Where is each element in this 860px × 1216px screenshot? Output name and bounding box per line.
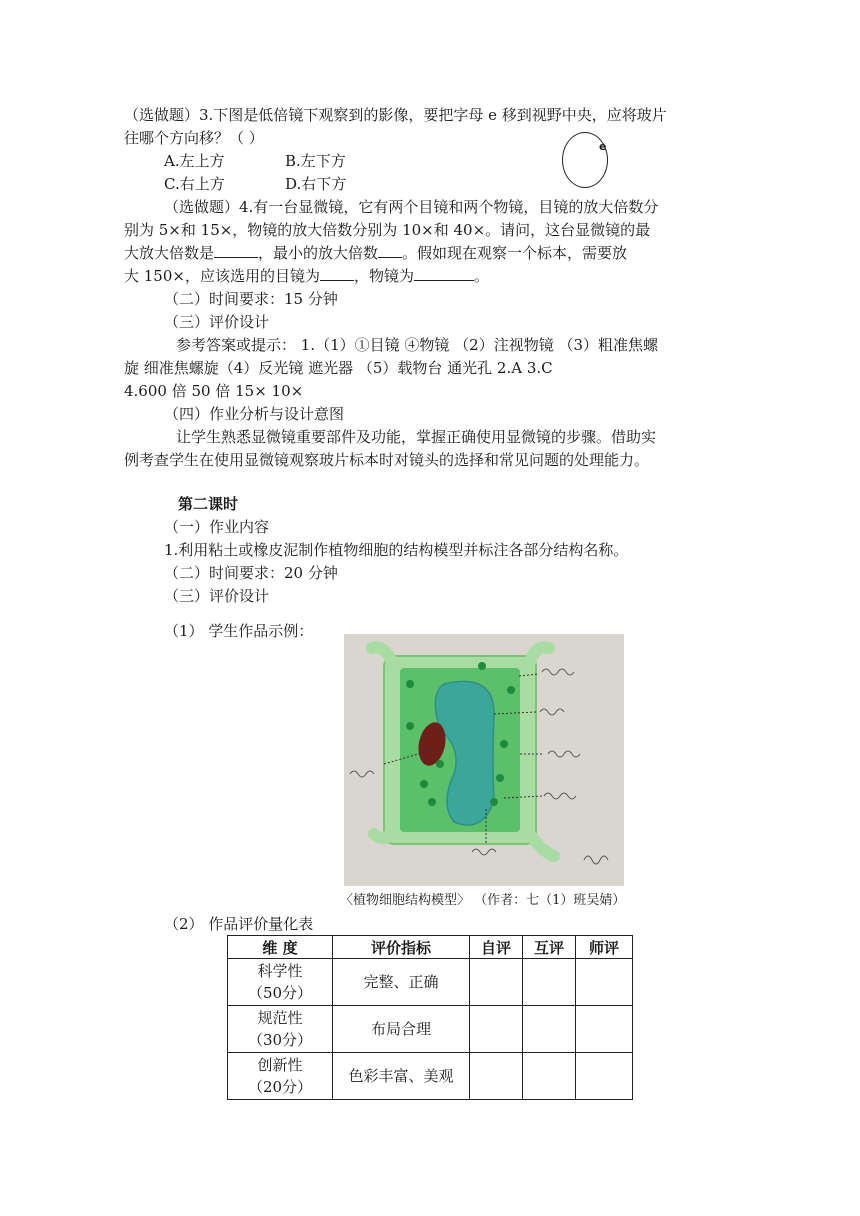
field-letter-e: e bbox=[599, 140, 607, 153]
dimension-cell bbox=[228, 1053, 333, 1100]
q4-line4-a: 大 150×，应该选用的目镜为 bbox=[124, 267, 320, 285]
chloroplast bbox=[428, 798, 436, 806]
q3-line2: 往哪个方向移？（ ） bbox=[124, 129, 264, 147]
self-eval-cell[interactable] bbox=[470, 1053, 523, 1100]
l2-example-label: （1） 学生作品示例： bbox=[164, 622, 314, 640]
peer-eval-cell[interactable] bbox=[523, 1053, 576, 1100]
q3-option-d: D.右下方 bbox=[285, 175, 347, 193]
teacher-eval-cell[interactable] bbox=[576, 1053, 633, 1100]
teacher-eval-cell[interactable] bbox=[576, 959, 633, 1006]
teacher-eval-cell[interactable] bbox=[576, 1006, 633, 1053]
q4-line3 bbox=[124, 242, 627, 264]
chloroplast bbox=[507, 686, 515, 694]
l1-analysis-line1: 让学生熟悉显微镜重要部件及功能，掌握正确使用显微镜的步骤。借助实 bbox=[176, 428, 657, 446]
rubric-header-row bbox=[228, 936, 633, 959]
chloroplast bbox=[490, 798, 498, 806]
dimension-score: （30分） bbox=[247, 1031, 313, 1049]
blank-max-magnification[interactable] bbox=[214, 242, 258, 258]
peer-eval-cell[interactable] bbox=[523, 959, 576, 1006]
l1-eval-design: （三）评价设计 bbox=[164, 313, 270, 331]
q4-line4-c: 。 bbox=[473, 267, 489, 285]
q4-line4-b: ，物镜为 bbox=[353, 267, 414, 285]
dimension-cell bbox=[228, 1006, 333, 1053]
l1-answers-line1: 参考答案或提示： 1.（1）①目镜 ④物镜 （2）注视物镜 （3）粗准焦螺 bbox=[176, 336, 659, 354]
q3-option-a: A.左上方 bbox=[164, 152, 225, 170]
self-eval-cell[interactable] bbox=[470, 959, 523, 1006]
photo-caption: 〈植物细胞结构模型〉 （作者：七（1）班吴婧） bbox=[340, 893, 626, 908]
l1-time-requirement: （二）时间要求：15 分钟 bbox=[164, 290, 338, 308]
chloroplast bbox=[406, 680, 414, 688]
dimension-name: 科学性 bbox=[257, 962, 303, 980]
peer-eval-cell[interactable] bbox=[523, 1006, 576, 1053]
chloroplast bbox=[406, 722, 414, 730]
q4-line3-b: ，最小的放大倍数 bbox=[258, 244, 379, 262]
l2-table-label: （2） 作品评价量化表 bbox=[164, 915, 314, 933]
header-peer-eval: 互评 bbox=[523, 936, 576, 959]
blank-objective[interactable] bbox=[414, 265, 474, 281]
dimension-score: （20分） bbox=[247, 1078, 313, 1096]
q3-option-c: C.右上方 bbox=[164, 175, 225, 193]
l2-task: 1.利用粘土或橡皮泥制作植物细胞的结构模型并标注各部分结构名称。 bbox=[164, 541, 629, 559]
plant-cell-model-photo bbox=[344, 634, 624, 886]
l1-answers-line3: 4.600 倍 50 倍 15× 10× bbox=[124, 382, 304, 400]
dimension-cell bbox=[228, 959, 333, 1006]
q4-line3-a: 大放大倍数是 bbox=[124, 244, 215, 262]
self-eval-cell[interactable] bbox=[470, 1006, 523, 1053]
l2-eval-design: （三）评价设计 bbox=[164, 587, 270, 605]
q4-line1: （选做题）4.有一台显微镜，它有两个目镜和两个物镜，目镜的放大倍数分 bbox=[164, 198, 659, 216]
q3-option-b: B.左下方 bbox=[285, 152, 346, 170]
header-teacher-eval: 师评 bbox=[576, 936, 633, 959]
chloroplast bbox=[436, 760, 444, 768]
table-row bbox=[228, 1006, 633, 1053]
table-row bbox=[228, 959, 633, 1006]
q4-line2: 别为 5×和 15×，物镜的放大倍数分别为 10×和 40×。请问，这台显微镜的最 bbox=[124, 221, 651, 239]
dimension-name: 规范性 bbox=[257, 1009, 303, 1027]
chloroplast bbox=[420, 780, 428, 788]
q4-line3-c: 。假如现在观察一个标本，需要放 bbox=[402, 244, 628, 262]
dimension-score: （50分） bbox=[247, 984, 313, 1002]
l1-answers-line2: 旋 细准焦螺旋（4）反光镜 遮光器 （5）载物台 通光孔 2.A 3.C bbox=[124, 359, 553, 377]
indicator-cell: 完整、正确 bbox=[333, 959, 470, 1006]
chloroplast bbox=[500, 740, 508, 748]
header-indicator: 评价指标 bbox=[333, 936, 470, 959]
lesson2-title: 第二课时 bbox=[178, 495, 239, 513]
l1-analysis-title: （四）作业分析与设计意图 bbox=[164, 405, 345, 423]
header-dimension: 维 度 bbox=[228, 936, 333, 959]
chloroplast bbox=[478, 662, 486, 670]
rubric-table bbox=[227, 935, 633, 1100]
dimension-name: 创新性 bbox=[257, 1056, 303, 1074]
header-self-eval: 自评 bbox=[470, 936, 523, 959]
l1-analysis-line2: 例考查学生在使用显微镜观察玻片标本时对镜头的选择和常见问题的处理能力。 bbox=[124, 451, 650, 469]
q3-line1: （选做题）3.下图是低倍镜下观察到的影像，要把字母 e 移到视野中央，应将玻片 bbox=[124, 106, 667, 124]
l2-time-requirement: （二）时间要求：20 分钟 bbox=[164, 564, 338, 582]
indicator-cell: 布局合理 bbox=[333, 1006, 470, 1053]
blank-eyepiece[interactable] bbox=[320, 265, 354, 281]
table-row bbox=[228, 1053, 633, 1100]
q4-line4 bbox=[124, 265, 489, 287]
blank-min-magnification[interactable] bbox=[378, 242, 402, 258]
indicator-cell: 色彩丰富、美观 bbox=[333, 1053, 470, 1100]
chloroplast bbox=[496, 774, 504, 782]
l2-content-title: （一）作业内容 bbox=[164, 518, 270, 536]
